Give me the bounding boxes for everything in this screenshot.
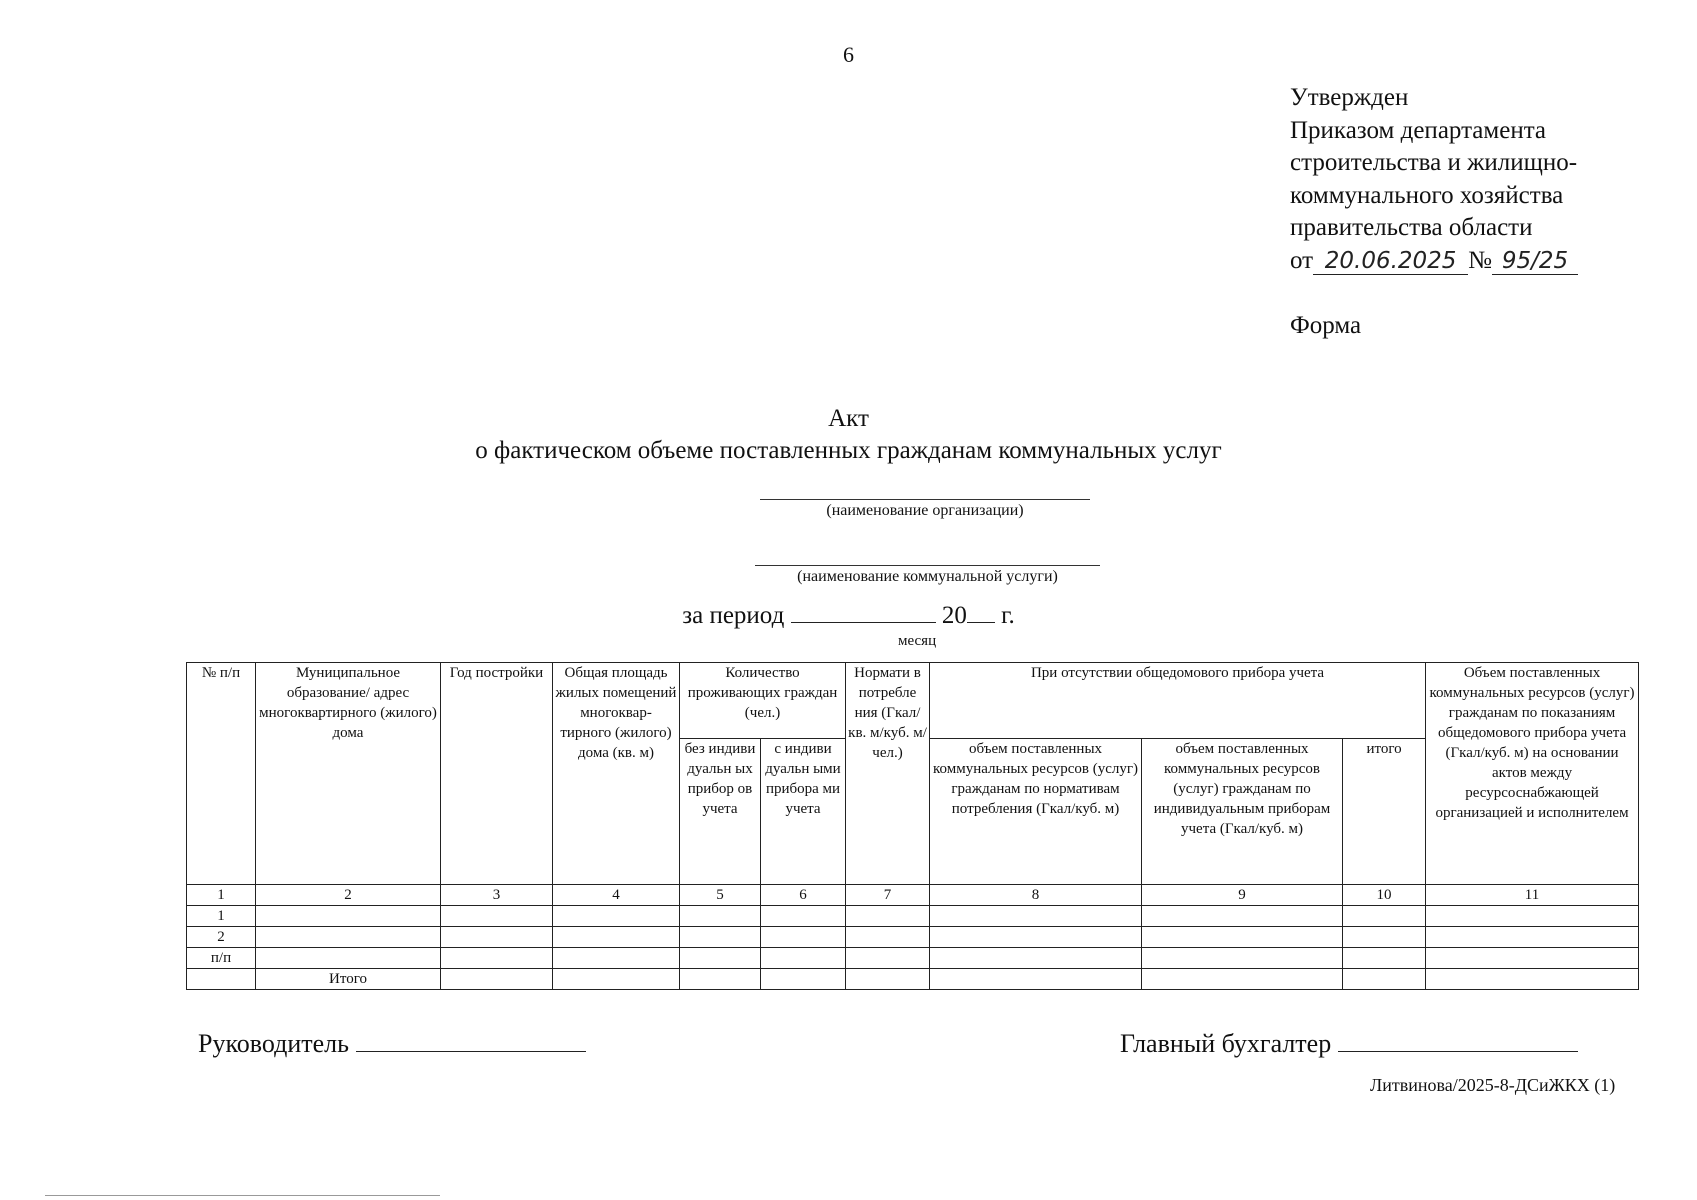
total-row: [187, 969, 1639, 990]
table-cell: [1343, 906, 1426, 927]
header-volume-by-norms: объем поставленных коммунальных ресурсов (услуг) гражданам по нормативам потребления (Гкал/куб. м): [930, 739, 1142, 885]
accountant-signature-line: [1338, 1025, 1578, 1052]
table-cell: [680, 948, 761, 969]
number-prefix: №: [1468, 246, 1492, 274]
handwritten-number: 95/25: [1492, 248, 1578, 275]
table-cell: [553, 906, 680, 927]
row-number: 1: [187, 906, 256, 927]
table-cell: [846, 969, 930, 990]
accountant-signature: [1120, 1025, 1578, 1059]
column-number: 4: [553, 885, 680, 906]
footer-code: Литвинова/2025-8-ДСиЖКХ (1): [1370, 1075, 1616, 1095]
column-number: 8: [930, 885, 1142, 906]
table-cell: [1426, 906, 1639, 927]
table-cell: [930, 906, 1142, 927]
approval-date-line: [1290, 245, 1670, 278]
table-cell: [680, 927, 761, 948]
year-blank: [967, 600, 995, 623]
row-number: 2: [187, 927, 256, 948]
table-row: [187, 906, 1639, 927]
act-subtitle: о фактическом объеме поставленных гражданам коммунальных услуг: [475, 437, 1222, 464]
period-year: 20: [941, 602, 967, 629]
table-cell: [930, 948, 1142, 969]
table-cell: [930, 969, 1142, 990]
row-address: [256, 927, 441, 948]
table-cell: [761, 927, 846, 948]
header-total-area: Общая площадь жилых помещений многоквар-тирного (жилого) дома (кв. м): [553, 663, 680, 885]
period-prefix: за период: [682, 602, 785, 629]
header-total: итого: [1343, 739, 1426, 885]
table-cell: [1426, 969, 1639, 990]
table-cell: [441, 927, 553, 948]
header-common-meter-volume: Объем поставленных коммунальных ресурсов (услуг) гражданам по показаниям общедомового прибора учета (Гкал/куб. м) на основании актов между ресурсоснабжающей организацией и исполнителем: [1426, 663, 1639, 885]
column-number: 6: [761, 885, 846, 906]
table-cell: [553, 969, 680, 990]
page-number: 6: [843, 42, 854, 67]
column-number: 3: [441, 885, 553, 906]
table-cell: [1343, 927, 1426, 948]
service-caption: (наименование коммунальной услуги): [797, 568, 1058, 585]
table-cell: [680, 969, 761, 990]
column-number: 2: [256, 885, 441, 906]
organization-caption: (наименование организации): [826, 502, 1024, 519]
head-signature: [198, 1025, 586, 1059]
table-cell: [761, 948, 846, 969]
table-cell: [1343, 969, 1426, 990]
row-number: п/п: [187, 948, 256, 969]
column-number: 11: [1426, 885, 1639, 906]
approval-line: строительства и жилищно-: [1290, 149, 1578, 176]
table-cell: [1426, 927, 1639, 948]
head-signature-label: Руководитель: [198, 1029, 349, 1058]
table-cell: [441, 906, 553, 927]
act-title: Акт: [828, 405, 869, 432]
approval-line: Утвержден: [1290, 84, 1409, 111]
organization-name-line: [760, 499, 1090, 500]
row-number: [187, 969, 256, 990]
header-with-meters: с индиви дуальн ыми прибора ми учета: [761, 739, 846, 885]
header-volume-by-individual-meters: объем поставленных коммунальных ресурсов (услуг) гражданам по индивидуальным приборам учета (Гкал/куб. м): [1142, 739, 1343, 885]
column-number: 10: [1343, 885, 1426, 906]
service-name-line: [755, 565, 1100, 566]
approval-line: коммунального хозяйства: [1290, 181, 1564, 209]
table-cell: [1142, 927, 1343, 948]
approval-line: правительства области: [1290, 214, 1533, 241]
table-cell: [441, 948, 553, 969]
date-prefix: от: [1290, 246, 1314, 274]
header-without-meters: без индиви дуальн ых прибор ов учета: [680, 739, 761, 885]
column-number: 1: [187, 885, 256, 906]
header-year-built: Год постройки: [441, 663, 553, 885]
head-signature-line: [356, 1025, 586, 1052]
table-cell: [761, 969, 846, 990]
row-address: [256, 906, 441, 927]
table-cell: [1343, 948, 1426, 969]
approval-block: [1290, 82, 1670, 277]
table-cell: [930, 927, 1142, 948]
table-row: [187, 927, 1639, 948]
handwritten-date: 20.06.2025: [1313, 248, 1468, 275]
table-row: [187, 948, 1639, 969]
table-cell: [1142, 948, 1343, 969]
act-table: [186, 662, 1639, 990]
table-cell: [553, 927, 680, 948]
month-blank: [791, 600, 936, 623]
table-cell: [1142, 906, 1343, 927]
table-cell: [846, 906, 930, 927]
month-caption: месяц: [898, 633, 937, 649]
table-cell: [441, 969, 553, 990]
table-cell: [846, 927, 930, 948]
form-label: Форма: [1290, 312, 1362, 339]
table-cell: [1426, 948, 1639, 969]
row-address: [256, 948, 441, 969]
header-address: Муниципальное образование/ адрес многоквартирного (жилого) дома: [256, 663, 441, 885]
column-number: 9: [1142, 885, 1343, 906]
period-line: [0, 600, 1697, 630]
header-residents-group: Количество проживающих граждан (чел.): [680, 663, 846, 739]
scan-edge-line: [45, 1195, 440, 1196]
table-cell: [553, 948, 680, 969]
table-cell: [680, 906, 761, 927]
approval-line: Приказом департамента: [1290, 116, 1547, 144]
table-cell: [761, 906, 846, 927]
column-number: 7: [846, 885, 930, 906]
accountant-signature-label: Главный бухгалтер: [1120, 1029, 1332, 1058]
period-suffix: г.: [1001, 602, 1015, 629]
table-cell: [1142, 969, 1343, 990]
table-cell: [846, 948, 930, 969]
column-number: 5: [680, 885, 761, 906]
header-number: № п/п: [187, 663, 256, 885]
total-label: Итого: [256, 969, 441, 990]
column-numbers-row: [187, 885, 1639, 906]
header-norm: Нормати в потребле ния (Гкал/кв. м/куб. м/чел.): [846, 663, 930, 885]
header-no-meter-group: При отсутствии общедомового прибора учета: [930, 663, 1426, 739]
